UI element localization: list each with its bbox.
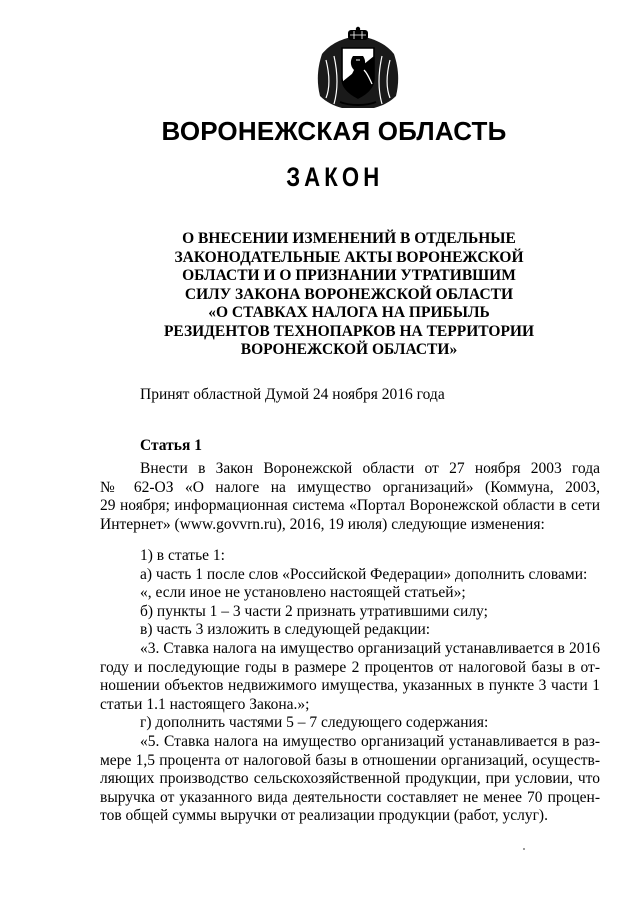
scan-speck [523,848,525,850]
paragraph-line: году и последующие годы в размере 2 процентов от налоговой базы в от- [100,658,600,676]
paragraph-line: статьи 1.1 настоящего Закона.»; [100,695,310,713]
title-line: О ВНЕСЕНИИ ИЗМЕНЕНИЙ В ОТДЕЛЬНЫЕ [182,230,516,247]
paragraph-line: ляющих производство сельскохозяйственной продукции, при условии, что [100,770,600,788]
title-line: ВОРОНЕЖСКОЙ ОБЛАСТИ» [240,341,458,358]
paragraph-line: мере 1,5 процента от налоговой базы в отношении организаций, осуществ- [100,751,600,769]
paragraph-line: г) дополнить частями 5 – 7 следующего содержания: [140,714,489,732]
paragraph-line: 1) в статье 1: [140,547,225,564]
title-line: ЗАКОНОДАТЕЛЬНЫЕ АКТЫ ВОРОНЕЖСКОЙ [174,248,524,266]
paragraph-line: № 62-ОЗ «О налоге на имущество организаций» (Коммуна, 2003, [100,478,600,496]
paragraph-line: б) пункты 1 – 3 части 2 признать утратившими силу; [140,602,488,620]
paragraph-line: Внести в Закон Воронежской области от 27 ноября 2003 года [140,460,600,477]
article-intro [100,460,600,534]
paragraph-line: а) часть 1 после слов «Российской Федерации» дополнить словами: [140,565,588,583]
law-title [140,230,558,360]
paragraph-line: «, если иное не установлено настоящей статьей»; [140,584,466,602]
coat-of-arms-icon [312,26,404,110]
title-line: СИЛУ ЗАКОНА ВОРОНЕЖСКОЙ ОБЛАСТИ [184,285,514,303]
paragraph-line: в) часть 3 изложить в следующей редакции: [140,621,431,639]
paragraph-line: тов общей суммы выручки от реализации продукции (работ, услуг). [100,807,548,825]
adoption-date: Принят областной Думой 24 ноября 2016 года [140,386,445,403]
article-heading: Статья 1 [140,437,202,454]
title-line: РЕЗИДЕНТОВ ТЕХНОПАРКОВ НА ТЕРРИТОРИИ [163,322,535,340]
document-type: ЗАКОН [286,162,384,192]
paragraph-line: Интернет» (www.govvrn.ru), 2016, 19 июля) следующие изменения: [100,515,545,533]
title-line: ОБЛАСТИ И О ПРИЗНАНИИ УТРАТИВШИМ [182,267,516,284]
paragraph-line: «5. Ставка налога на имущество организаций устанавливается в раз- [140,732,600,750]
paragraph-line: «3. Ставка налога на имущество организаций устанавливается в 2016 [140,639,600,657]
paragraph-line: выручка от указанного вида деятельности составляет не менее 70 процен- [100,788,600,806]
paragraph-line: ношении объектов недвижимого имущества, указанных в пункте 3 части 1 [100,677,600,695]
article-changes [100,547,600,826]
title-line: «О СТАВКАХ НАЛОГА НА ПРИБЫЛЬ [208,304,490,321]
paragraph-line: 29 ноября; информационная система «Портал Воронежской области в сети [100,497,600,515]
region-name: ВОРОНЕЖСКАЯ ОБЛАСТЬ [161,116,507,146]
